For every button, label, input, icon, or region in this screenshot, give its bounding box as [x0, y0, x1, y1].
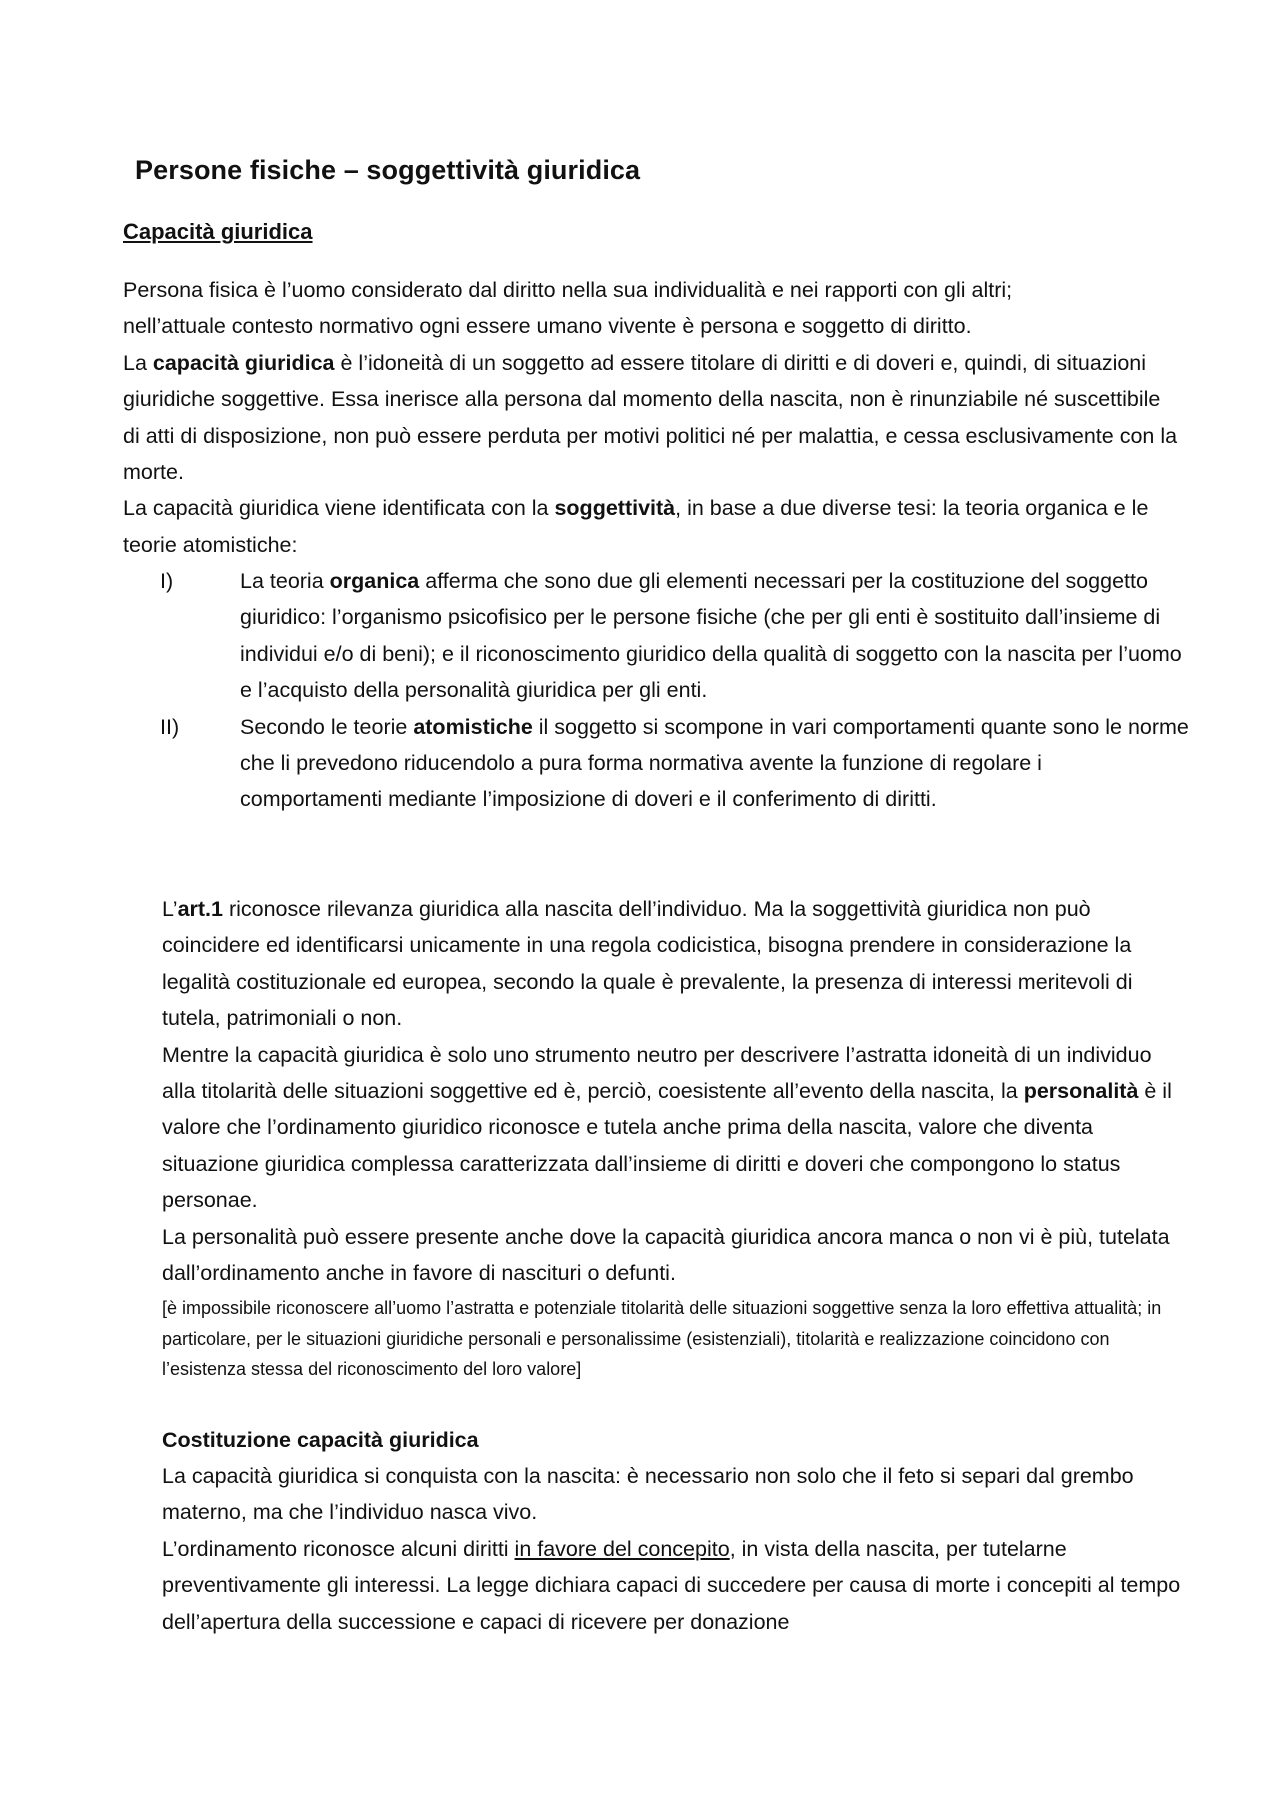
theories-list [160, 563, 1190, 818]
bracketed-note: [è impossibile riconoscere all’uomo l’astratta e potenziale titolarità delle situazioni soggettive senza la loro effettiva attualità; in particolare, per le situazioni giuridiche personali e personalissime (esistenziali), titolarità e realizzazione coincidono con l’esistenza stessa del riconoscimento del loro valore] [162, 1298, 1162, 1379]
art1-block [162, 891, 1182, 1291]
list-item-theory-atomistiche [160, 709, 1190, 818]
text-run: il soggetto si scompone in vari comportamenti quante sono le norme che li prevedono riducendolo a pura forma normativa avente la funzione di regolare i comportamenti mediante l’imposizione di doveri e il conferimento di diritti. [240, 714, 1189, 812]
bold-term-capacita-giuridica: capacità giuridica [152, 350, 335, 375]
text-run: L’ [162, 897, 178, 921]
text-run: , in base a due diverse tesi: la teoria organica e le teorie atomistiche: [123, 496, 1149, 557]
text-run: afferma che sono due gli elementi necessari per la costituzione del soggetto giuridico: l’organismo psicofisico per le persone fisiche (che per gli enti è sostituito dall’insieme di individui e/o di beni); e il riconoscimento giuridico della qualità di soggetto con la nascita per l’uomo e l’acquisto della personalità giuridica per gli enti. [240, 569, 1182, 703]
text-run: , in vista della nascita, per tutelarne preventivamente gli interessi. La legge dichiara capaci di succedere per causa di morte i concepiti al tempo dell’apertura della successione e capaci di ricevere per donazione [162, 1536, 1181, 1634]
text-run: riconosce rilevanza giuridica alla nascita dell’individuo. Ma la soggettività giuridica non può coincidere ed identificarsi unicamente in una regola codicistica, bisogna prendere in considerazione la legalità costituzionale ed europea, secondo la quale è prevalente, la presenza di interessi meritevoli di tutela, patrimoniali o non. [162, 897, 1133, 1031]
text-run: è l’idoneità di un soggetto ad essere titolare di diritti e di doveri e, quindi, di situazioni giuridiche soggettive. Essa inerisce alla persona dal momento della nascita, non è rinunziabile né suscettibile di atti di disposizione, non può essere perduta per motivi politici né per malattia, e cessa esclusivamente con la morte. [123, 350, 1178, 485]
list-marker: I) [160, 569, 174, 593]
intro-block [123, 272, 1183, 563]
text-run: La teoria [240, 569, 330, 593]
paragraph-personality-2: La personalità può essere presente anche dove la capacità giuridica ancora manca o non vi è più, tutelata dall’ordinamento anche in favore di nascituri o defunti. [162, 1224, 1170, 1286]
list-item-text [240, 563, 1190, 709]
page-title: Persone fisiche – soggettività giuridica [135, 155, 641, 185]
paragraph-conceived [162, 1531, 1182, 1640]
bold-term-organica: organica [329, 569, 420, 593]
paragraph-personality [162, 1037, 1182, 1219]
text-run: L’ordinamento riconosce alcuni diritti [162, 1536, 515, 1561]
subheading-costituzione: Costituzione capacità giuridica [162, 1428, 479, 1452]
bold-term-atomistiche: atomistiche [413, 714, 533, 739]
text-run: Mentre la capacità giuridica è solo uno strumento neutro per descrivere l’astratta idoneità di un individuo alla titolarità delle situazioni soggettive ed è, perciò, coesistente all’evento della nascita, la [162, 1042, 1152, 1104]
bold-term-art1: art.1 [177, 897, 223, 921]
constitution-block [162, 1458, 1182, 1640]
text-run: La capacità giuridica viene identificata con la [123, 496, 555, 521]
bold-term-personalita: personalità [1023, 1079, 1139, 1104]
intro-line-1: Persona fisica è l’uomo considerato dal diritto nella sua individualità e nei rapporti con gli altri; [123, 278, 1013, 302]
paragraph-constitution: La capacità giuridica si conquista con la nascita: è necessario non solo che il feto si separi dal grembo materno, ma che l’individuo nasca vivo. [162, 1464, 1134, 1525]
paragraph-capacity [123, 345, 1183, 491]
list-marker: II) [160, 714, 180, 739]
text-run: è il valore che l’ordinamento giuridico riconosce e tutela anche prima della nascita, valore che diventa situazione giuridica complessa caratterizzata dall’insieme di diritti e doveri che compongono lo status personae. [162, 1079, 1172, 1213]
bold-term-soggettivita: soggettività [554, 496, 676, 521]
paragraph-subjectivity [123, 490, 1183, 563]
text-run: Secondo le teorie [240, 714, 414, 739]
list-item-text [240, 709, 1190, 818]
list-item-theory-organica [160, 563, 1190, 709]
underlined-phrase-concepito: in favore del concepito [514, 1536, 730, 1561]
paragraph-art1 [162, 891, 1182, 1037]
section-heading-capacita-giuridica: Capacità giuridica [123, 219, 313, 244]
text-run: La [123, 350, 153, 375]
intro-line-2: nell’attuale contesto normativo ogni essere umano vivente è persona e soggetto di diritto. [123, 314, 972, 339]
paragraph-intro [123, 272, 1183, 345]
